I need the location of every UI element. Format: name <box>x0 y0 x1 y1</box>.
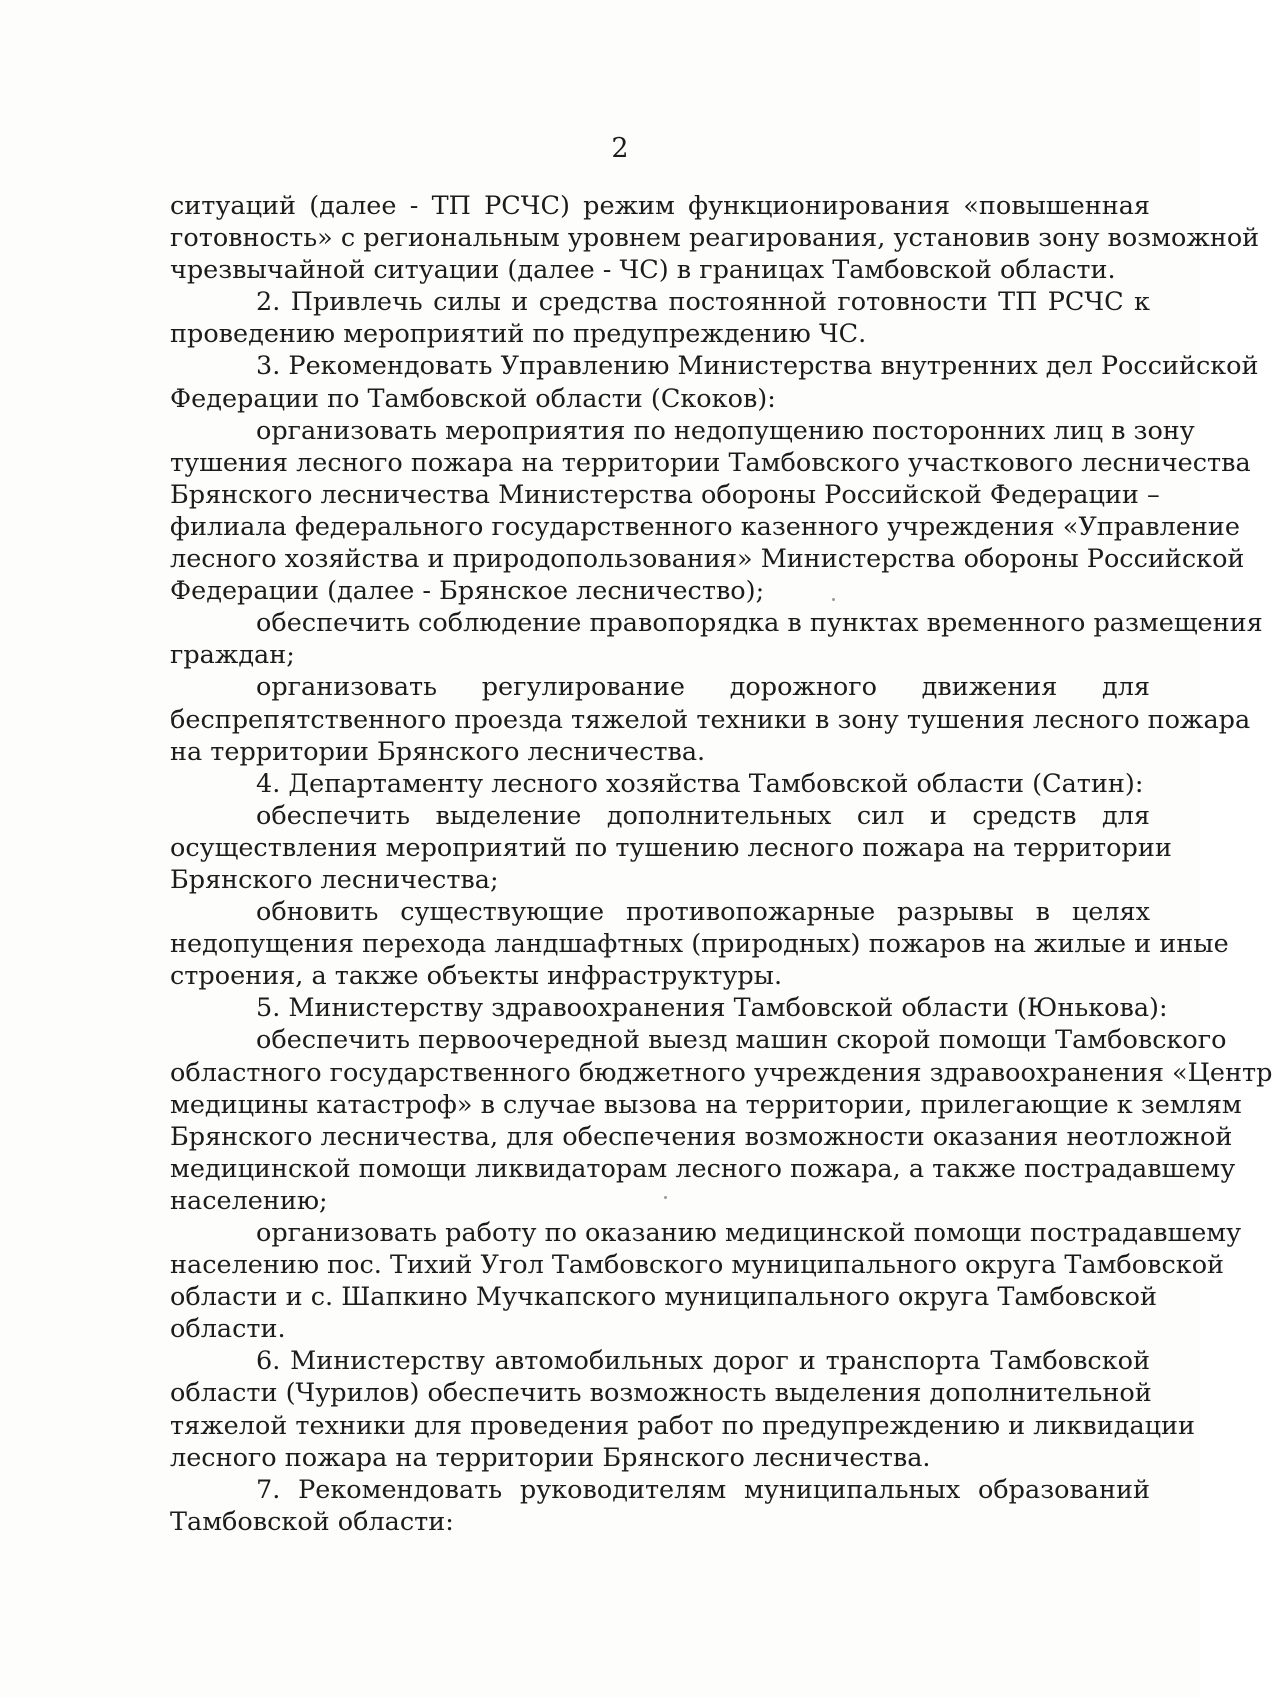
text-line: обновить существующие противопожарные разрывы в целях <box>256 897 1150 928</box>
text-line: 3. Рекомендовать Управлению Министерства внутренних дел Российской <box>256 351 1259 382</box>
text-line: Брянского лесничества, для обеспечения возможности оказания неотложной <box>170 1121 1233 1152</box>
text-line: области (Чурилов) обеспечить возможность выделения дополнительной <box>170 1378 1152 1409</box>
text-line: Тамбовской области: <box>170 1506 454 1537</box>
text-line: строения, а также объекты инфраструктуры. <box>170 961 783 992</box>
text-line: 2. Привлечь силы и средства постоянной готовности ТП РСЧС к <box>256 287 1150 318</box>
text-line: чрезвычайной ситуации (далее - ЧС) в границах Тамбовской области. <box>170 255 1116 286</box>
text-line: областного государственного бюджетного учреждения здравоохранения «Центр <box>170 1057 1272 1088</box>
text-line: недопущения перехода ландшафтных (природных) пожаров на жилые и иные <box>170 929 1229 960</box>
text-line: 7. Рекомендовать руководителям муниципальных образований <box>256 1474 1150 1505</box>
text-line: организовать мероприятия по недопущению посторонних лиц в зону <box>256 415 1195 446</box>
text-line: медицинской помощи ликвидаторам лесного пожара, а также пострадавшему <box>170 1153 1236 1184</box>
text-line: области и с. Шапкино Мучкапского муниципального округа Тамбовской <box>170 1282 1158 1313</box>
text-line: Брянского лесничества Министерства обороны Российской Федерации – <box>170 479 1160 510</box>
text-line: населению пос. Тихий Угол Тамбовского муниципального округа Тамбовской <box>170 1250 1225 1281</box>
text-line: граждан; <box>170 640 295 671</box>
text-line: проведению мероприятий по предупреждению ЧС. <box>170 319 867 350</box>
text-line: организовать регулирование дорожного движения для <box>256 672 1150 703</box>
document-body <box>170 190 1272 1538</box>
text-line: на территории Брянского лесничества. <box>170 736 706 767</box>
scan-artifact <box>664 1196 667 1199</box>
text-line: Федерации по Тамбовской области (Скоков): <box>170 383 776 414</box>
text-line: филиала федерального государственного казенного учреждения «Управление <box>170 511 1240 542</box>
text-line: обеспечить первоочередной выезд машин скорой помощи Тамбовского <box>256 1025 1227 1056</box>
text-line: обеспечить выделение дополнительных сил и средств для <box>256 800 1150 831</box>
text-line: 6. Министерству автомобильных дорог и транспорта Тамбовской <box>256 1346 1150 1377</box>
text-line: обеспечить соблюдение правопорядка в пунктах временного размещения <box>256 608 1263 639</box>
text-line: медицины катастроф» в случае вызова на территории, прилегающие к землям <box>170 1089 1242 1120</box>
text-line: осуществления мероприятий по тушению лесного пожара на территории <box>170 832 1172 863</box>
text-line: беспрепятственного проезда тяжелой техники в зону тушения лесного пожара <box>170 704 1251 735</box>
scan-artifact <box>832 598 835 601</box>
text-line: тушения лесного пожара на территории Тамбовского участкового лесничества <box>170 447 1251 478</box>
text-line: тяжелой техники для проведения работ по предупреждению и ликвидации <box>170 1410 1196 1441</box>
text-line: организовать работу по оказанию медицинской помощи пострадавшему <box>256 1218 1242 1248</box>
text-line: населению; <box>170 1185 328 1216</box>
text-line: 4. Департаменту лесного хозяйства Тамбовской области (Сатин): <box>256 768 1144 799</box>
text-line: области. <box>170 1314 286 1345</box>
page-number: 2 <box>611 133 629 164</box>
text-line: готовность» с региональным уровнем реагирования, установив зону возможной <box>170 223 1260 254</box>
text-line: ситуаций (далее - ТП РСЧС) режим функционирования «повышенная <box>170 191 1150 221</box>
text-line: лесного пожара на территории Брянского лесничества. <box>170 1442 931 1473</box>
text-line: 5. Министерству здравоохранения Тамбовской области (Юнькова): <box>256 993 1168 1024</box>
text-line: Федерации (далее - Брянское лесничество); <box>170 576 765 607</box>
text-line: лесного хозяйства и природопользования» Министерства обороны Российской <box>170 544 1245 575</box>
text-line: Брянского лесничества; <box>170 864 499 895</box>
